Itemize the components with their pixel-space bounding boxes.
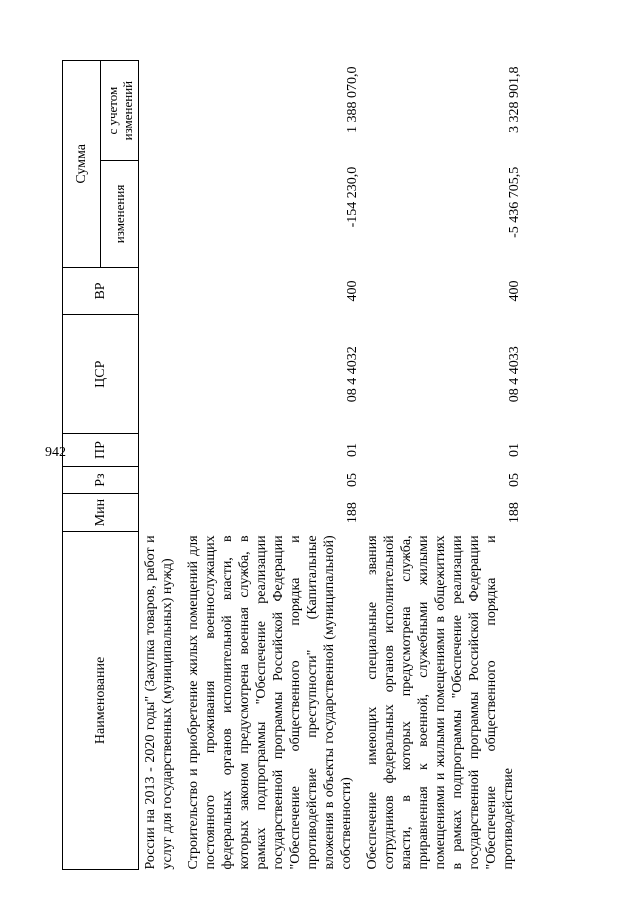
table-row [182, 61, 361, 870]
header-pr: ПР [63, 434, 139, 467]
header-csr: ЦСР [63, 315, 139, 434]
header-name: Наименование [63, 531, 139, 869]
row-csr [139, 315, 183, 434]
header-with-change: с учетом изменений [101, 61, 139, 161]
row-change: -154 230,0 [345, 166, 360, 228]
page-number: 942 [45, 445, 66, 460]
row-vr: 400 [345, 280, 360, 302]
row-name: России на 2013 - 2020 годы" (Закупка товаров, работ и услуг для государственных (муниципальных) нужд) [143, 535, 175, 870]
row-change [139, 161, 183, 267]
row-rz: 05 [345, 473, 360, 488]
row-total: 3 328 901,8 [507, 66, 522, 133]
row-min: 188 [345, 502, 360, 524]
header-rz: Рз [63, 466, 139, 494]
header-vr: ВР [63, 267, 139, 315]
row-change: -5 436 705,5 [507, 166, 522, 238]
row-min: 188 [507, 502, 522, 524]
header-min: Мин [63, 494, 139, 532]
row-total [139, 61, 183, 161]
table-row [139, 61, 183, 870]
row-rz: 05 [507, 473, 522, 488]
row-pr [139, 434, 183, 467]
table-row [361, 61, 523, 870]
header-change: изменения [101, 161, 139, 267]
row-name: Строительство и приобретение жилых помещений для постоянного проживания военнослужащих федеральных органов исполнительной власти, в которых законом предусмотрена военная служба, в рамках подпрограммы "Обеспечение реализации государственной программы Российской Федерации "Обеспечение общественного порядка и противодействие преступности" (Капитальные вложения в объекты государственной (муниципальной) собственности) [186, 535, 354, 870]
header-sum: Сумма [63, 61, 101, 268]
row-csr: 08 4 4033 [507, 346, 522, 403]
row-min [139, 494, 183, 532]
rotated-page-content [62, 60, 608, 870]
row-total: 1 388 070,0 [345, 66, 360, 133]
row-name: Обеспечение имеющих специальные звания сотрудников федеральных органов исполнительной власти, в которых предусмотрена служба, приравненная к военной, служебными жилыми помещениями и жилыми помещениями в общежитиях в рамках подпрограммы "Обеспечение реализации государственной программы Российской Федерации "Обеспечение общественного порядка и противодействие [365, 535, 516, 870]
row-csr: 08 4 4032 [345, 346, 360, 403]
row-vr: 400 [507, 280, 522, 302]
budget-table [62, 60, 523, 870]
row-rz [139, 466, 183, 494]
row-pr: 01 [507, 443, 522, 457]
row-pr: 01 [345, 443, 360, 457]
row-vr [139, 267, 183, 315]
